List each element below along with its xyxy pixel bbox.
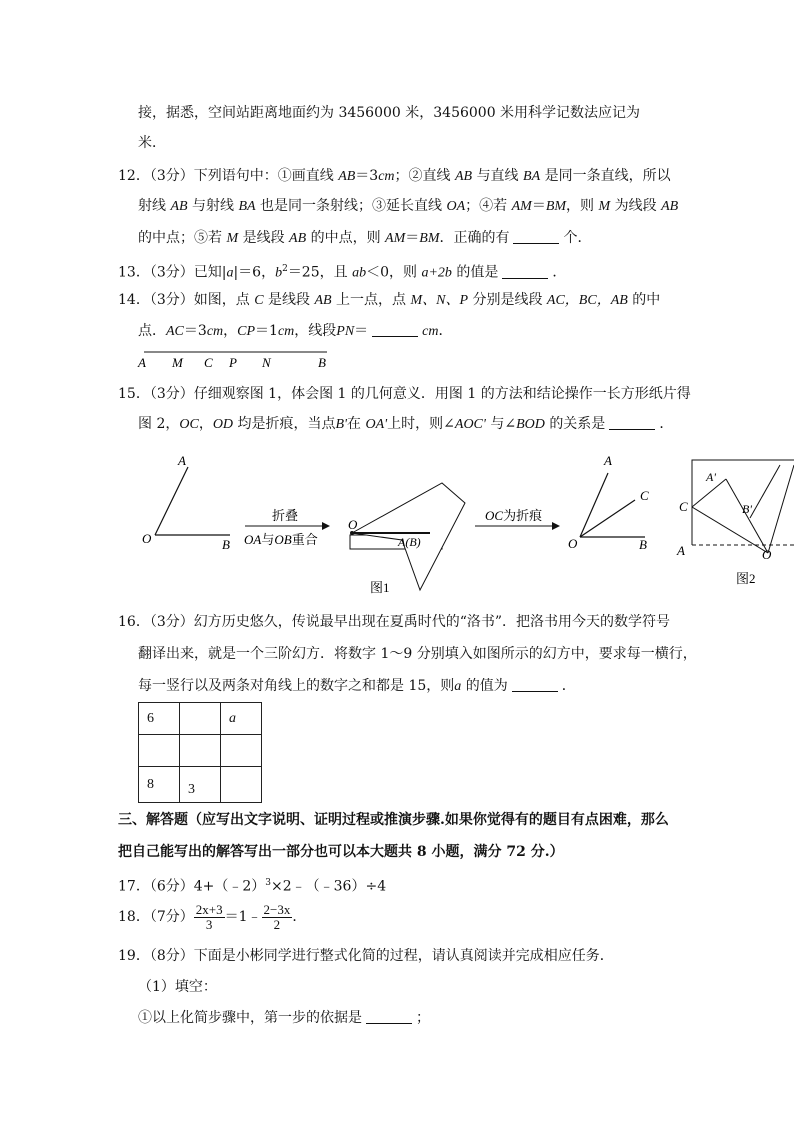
q11-line2: 米． (138, 135, 166, 151)
magic-cell: 3 (180, 767, 221, 803)
magic-cell (221, 735, 262, 767)
q19-line1: 19．（8分）下面是小彬同学进行整式化简的过程，请认真阅读并完成相应任务． (118, 948, 614, 964)
label-a: A (138, 355, 146, 370)
label-b3: B (639, 537, 647, 552)
crease-label: OC为折痕 (485, 508, 543, 523)
label-o: O (142, 531, 152, 546)
q15-line2: 图 2，OC，OD 均是折痕，当点B'在 OA'上时，则∠AOC' 与∠BOD 的关系是 ． (138, 416, 674, 432)
label-o: O (762, 547, 772, 562)
answer-blank[interactable] (372, 324, 418, 337)
q16-line1: 16．（3分）幻方历史悠久，传说最早出现在夏禹时代的“洛书”．把洛书用今天的数学符号 (118, 614, 671, 630)
label-m: M (172, 355, 183, 370)
answer-blank[interactable] (513, 231, 559, 244)
answer-blank[interactable] (512, 679, 558, 692)
label-b-prime: B' (742, 502, 752, 516)
label-a: A (178, 453, 186, 468)
label-ab: A(B) (398, 535, 421, 549)
magic-cell (221, 767, 262, 803)
section-heading-line1: 三、解答题（应写出文字说明、证明过程或推演步骤.如果你觉得有的题目有点困难，那么 (118, 812, 669, 828)
label-o2: O (348, 517, 358, 532)
fold-label: 折叠 (272, 508, 299, 523)
answer-blank[interactable] (502, 266, 548, 279)
label-a-prime: A' (706, 470, 716, 484)
fraction-2: $\frac{2-3x}{2}$ (263, 901, 291, 932)
caption-fig2: 图2 (736, 571, 756, 586)
answer-blank[interactable] (366, 1011, 412, 1024)
magic-cell (180, 735, 221, 767)
label-a3: A (604, 453, 612, 468)
magic-cell (139, 735, 180, 767)
label-c: C (679, 499, 688, 514)
q12-line2: 射线 AB 与射线 BA 也是同一条射线；③延长直线 OA；④若 AM＝BM，则 M 为线段 AB (138, 198, 679, 214)
ray-oa (155, 467, 188, 535)
q13-line: 13．（3分）已知|a|＝6，$b^2=25$，且 ab＜0，则 a+2b 的值是 ． (118, 264, 567, 281)
label-c: C (204, 355, 213, 370)
caption-fig1: 图1 (370, 580, 390, 595)
magic-cell (180, 703, 221, 735)
q14-line2: 点．AC＝3cm，CP＝1cm，线段PN＝ cm． (138, 323, 453, 339)
coincide-label: OA与OB重合 (244, 532, 318, 547)
q17-line: 17．（6分）4+（﹣2）$^3$×2﹣（﹣36）÷4 (118, 878, 387, 895)
q18-line: 18．（7分） $\frac{2x+3}{3}$ ＝1﹣ $\frac{2-3x}{2}$ ． (118, 901, 307, 932)
q15-line1: 15．（3分）仔细观察图 1，体会图 1 的几何意义．用图 1 的方法和结论操作一长方形纸片得 (118, 386, 691, 402)
q19-line2: （1）填空： (138, 979, 217, 995)
magic-square (138, 702, 262, 803)
ray-oa-prime (726, 479, 768, 553)
q12-line3: 的中点；⑤若 M 是线段 AB 的中点，则 AM＝BM．正确的有 个． (138, 230, 592, 246)
magic-cell: a (221, 703, 262, 735)
label-o3: O (568, 536, 578, 551)
label-a: A (677, 543, 685, 558)
label-c3: C (640, 488, 649, 503)
label-b: B (222, 537, 230, 552)
q16-line3: 每一竖行以及两条对角线上的数字之和都是 15，则a 的值为 ． (138, 678, 576, 694)
q14-line1: 14．（3分）如图，点 C 是线段 AB 上一点，点 M、N、P 分别是线段 AC，BC，AB 的中 (118, 292, 661, 308)
segment-figure (132, 345, 342, 371)
fraction-1: $\frac{2x+3}{3}$ (195, 901, 223, 932)
label-n: N (262, 355, 271, 370)
crease-od (768, 465, 794, 553)
answer-blank[interactable] (609, 417, 655, 430)
label-p: P (229, 355, 237, 370)
q11-line1: 接，据悉，空间站距离地面约为 3456000 米，3456000 米用科学记数法应记为 (138, 105, 641, 121)
q19-line3: ①以上化简步骤中，第一步的依据是 ； (138, 1010, 430, 1026)
magic-cell: 6 (139, 703, 180, 735)
label-b: B (318, 355, 326, 370)
edge-bd (750, 465, 780, 518)
crease-oc (692, 507, 768, 553)
section-heading-line2: 把自己能写出的解答写出一部分也可以本大题共 8 小题，满分 72 分.） (118, 844, 564, 860)
q12-line1: 12．（3分）下列语句中：①画直线 AB＝3cm；②直线 AB 与直线 BA 是同一条直线，所以 (118, 168, 671, 184)
fold-figures (130, 445, 794, 600)
magic-cell: 8 (139, 767, 180, 803)
arrow-head (322, 522, 330, 530)
arrow-head (552, 522, 560, 530)
q16-line2: 翻译出来，就是一个三阶幻方．将数字 1～9 分别填入如图所示的幻方中，要求每一横行， (138, 646, 697, 662)
